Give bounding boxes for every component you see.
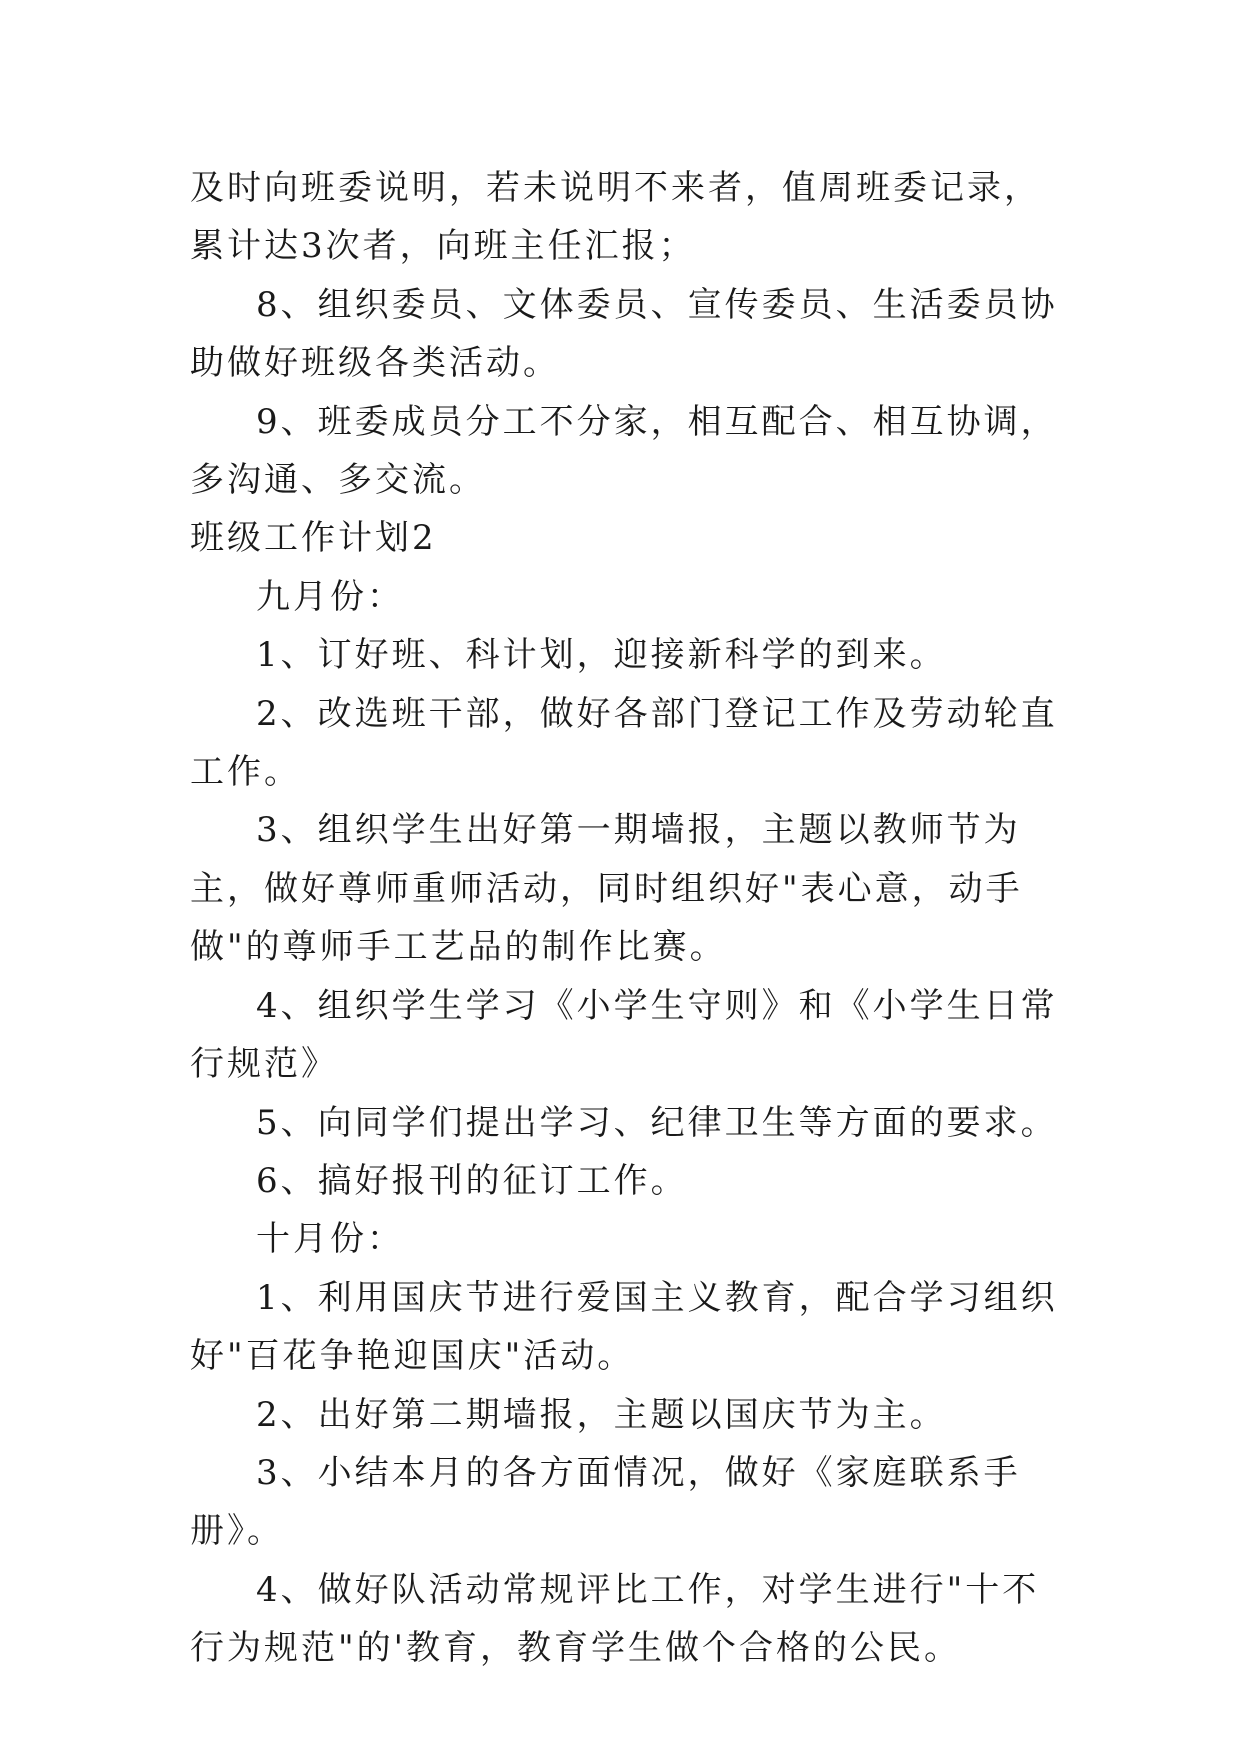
list-item: 5、向同学们提出学习、纪律卫生等方面的要求。 [256,1102,1058,1143]
list-item: 2、出好第二期墙报，主题以国庆节为主。 [256,1394,947,1435]
list-item: 3、组织学生出好第一期墙报，主题以教师节为主，做好尊师重师活动，同时组织好"表心意，动手做"的尊师手工艺品的制作比赛。 [190,810,1023,968]
paragraph: 及时向班委说明，若未说明不来者，值周班委记录，累计达3次者，向班主任汇报； [190,168,1041,267]
list-item: 2、改选班干部，做好各部门登记工作及劳动轮直工作。 [190,693,1058,793]
list-item: 1、利用国庆节进行爱国主义教育，配合学习组织好"百花争艳迎国庆"活动。 [190,1277,1058,1377]
list-item: 1、订好班、科计划，迎接新科学的到来。 [256,635,947,676]
list-item: 4、组织学生学习《小学生守则》和《小学生日常行规范》 [190,985,1058,1085]
paragraph: 9、班委成员分工不分家，相互配合、相互协调，多沟通、多交流。 [190,401,1058,501]
list-item: 6、搞好报刊的征订工作。 [256,1160,688,1201]
list-item: 3、小结本月的各方面情况，做好《家庭联系手册》。 [190,1452,1021,1552]
paragraph: 8、组织委员、文体委员、宣传委员、生活委员协助做好班级各类活动。 [190,284,1058,384]
document-body [190,159,1070,1678]
month-heading: 十月份： [256,1219,404,1260]
section-heading: 班级工作计划2 [190,518,437,559]
list-item: 4、做好队活动常规评比工作，对学生进行"十不行为规范"的'教育，教育学生做个合格的公民。 [190,1569,1040,1669]
month-heading: 九月份： [256,576,404,617]
